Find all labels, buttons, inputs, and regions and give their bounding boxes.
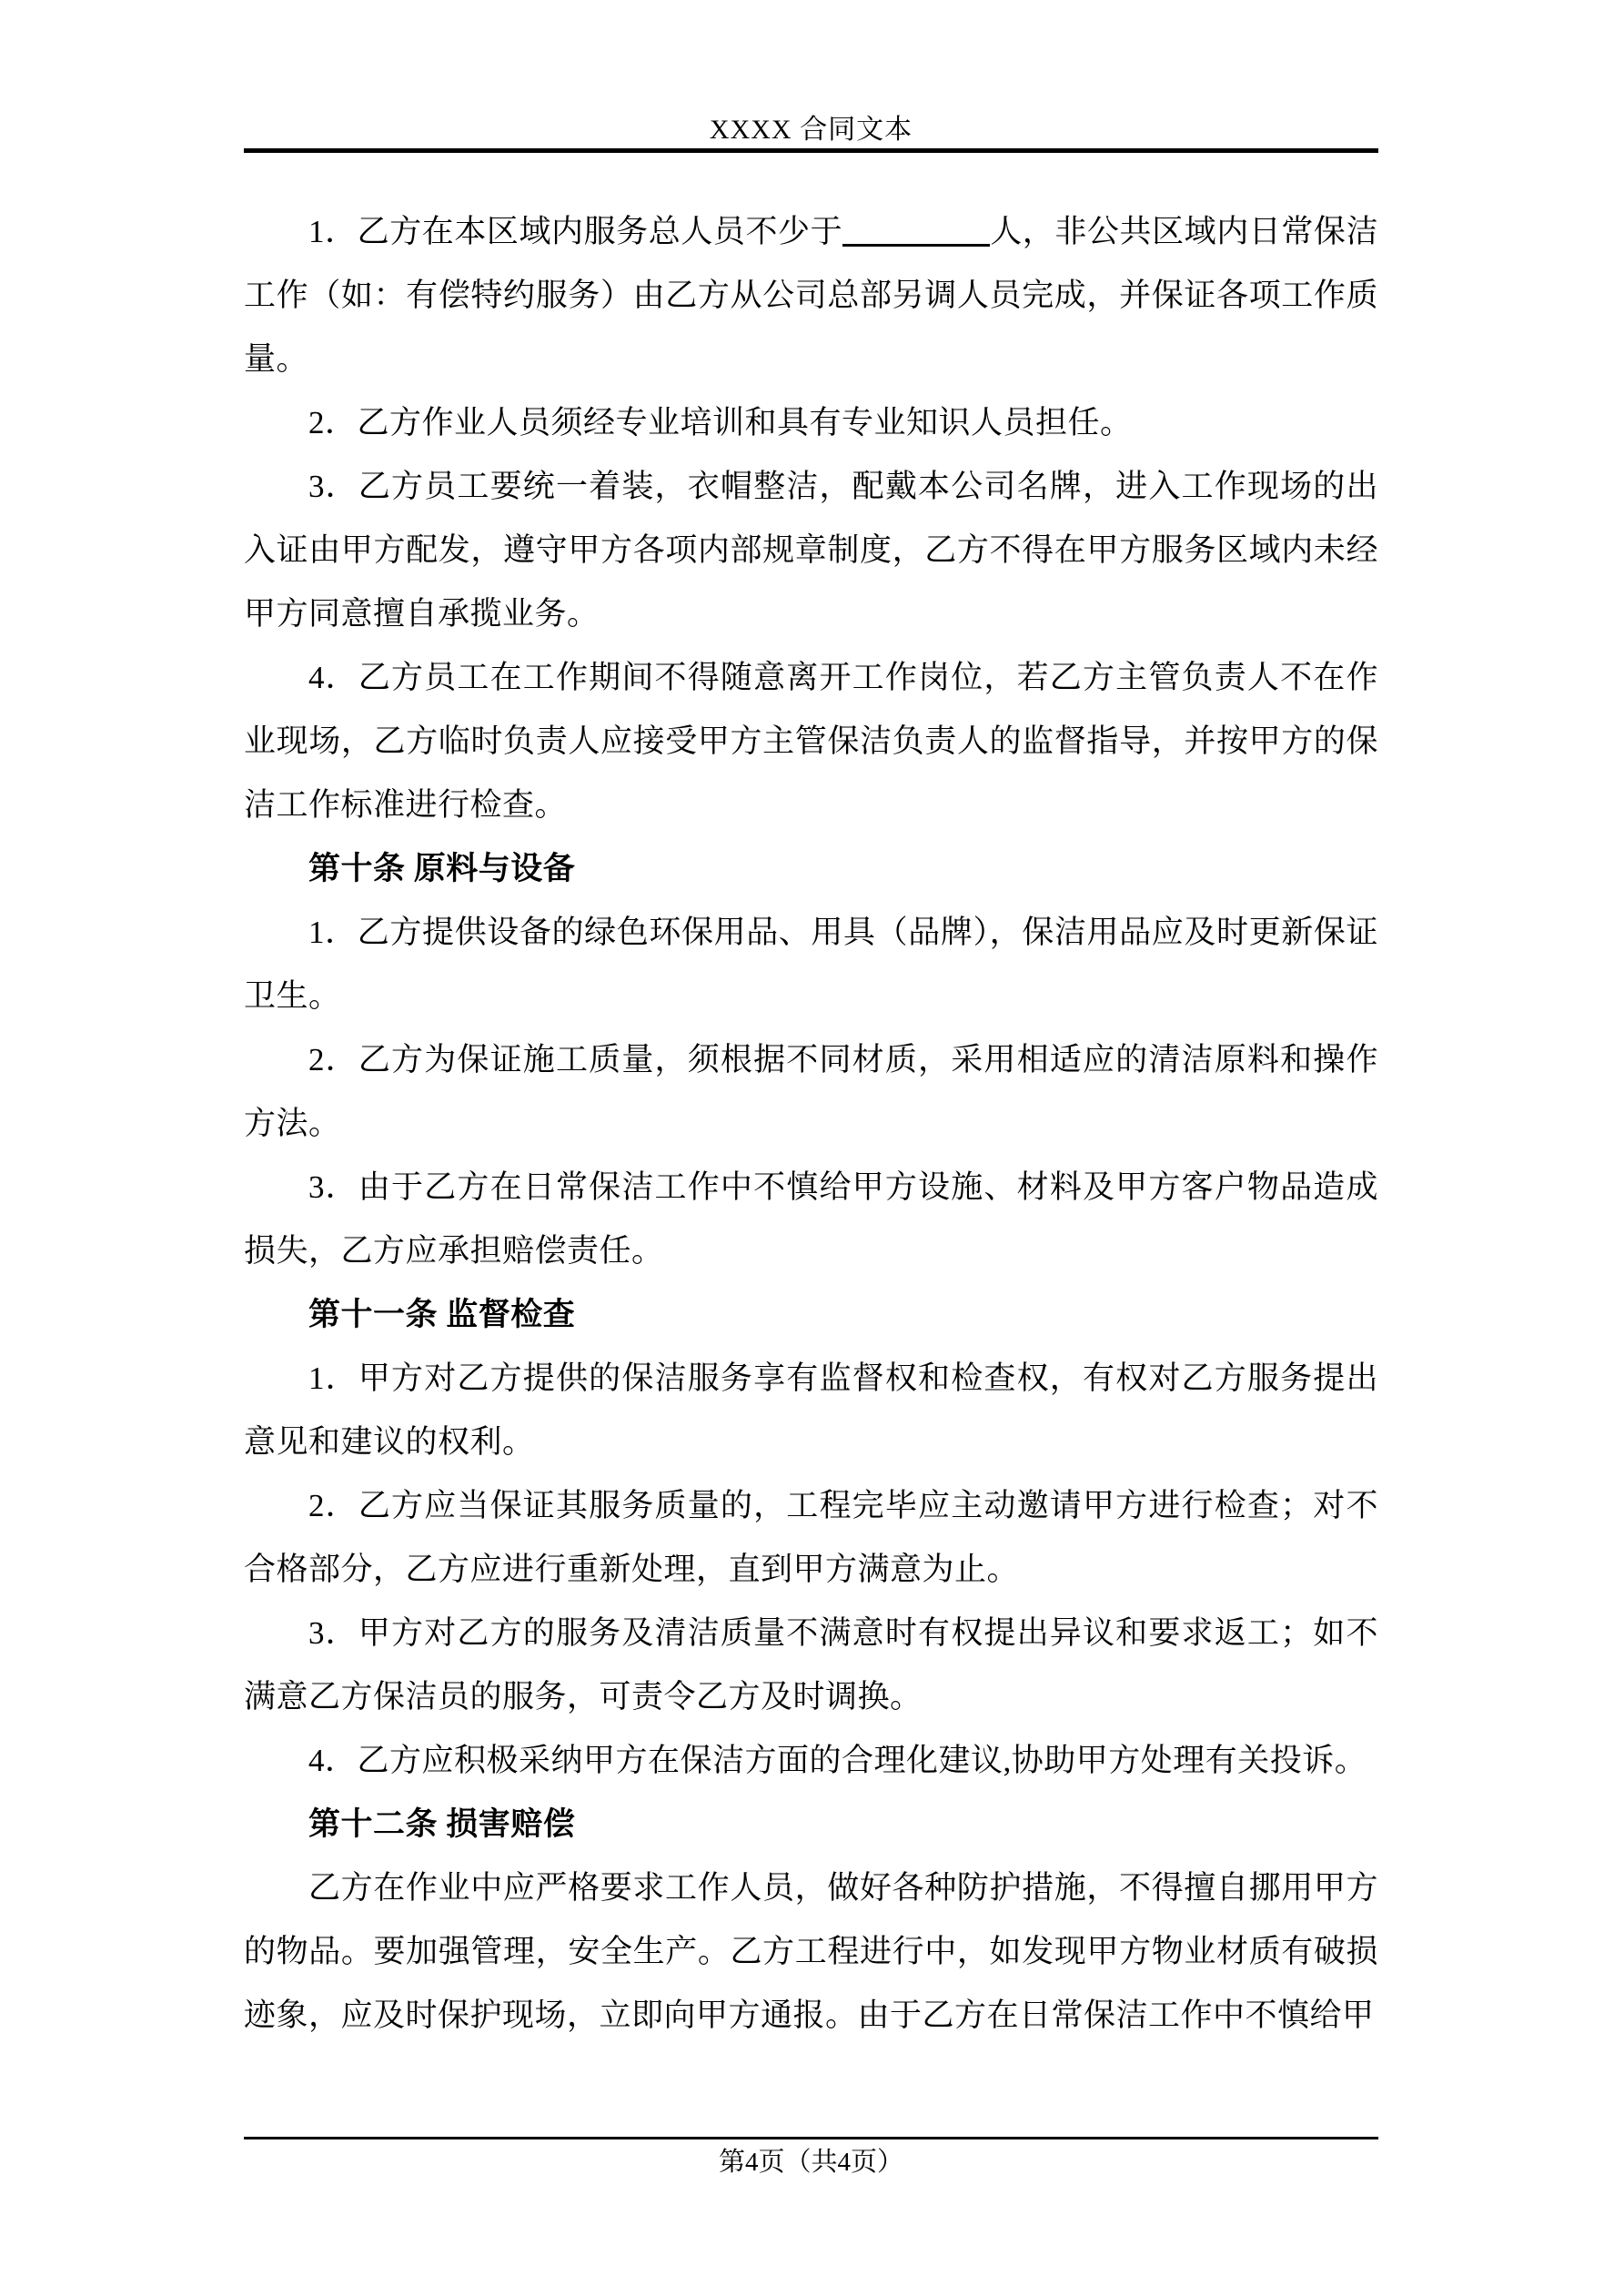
clause12-heading: 第十二条 损害赔偿 (308, 1806, 576, 1842)
clause10-item-2: 2．乙方为保证施工质量，须根据不同材质，采用相适应的清洁原料和操作方法。 (244, 1042, 1378, 1141)
clause11-heading: 第十一条 监督检查 (308, 1297, 576, 1332)
clause11-item-4: 4．乙方应积极采纳甲方在保洁方面的合理化建议,协助甲方处理有关投诉。 (308, 1743, 1367, 1778)
clause9-item-3: 3．乙方员工要统一着装，衣帽整洁，配戴本公司名牌，进入工作现场的出入证由甲方配发，遵守甲方各项内部规章制度，乙方不得在甲方服务区域内未经甲方同意擅自承揽业务。 (244, 469, 1378, 632)
clause9-item-1-before-blank: 1．乙方在本区域内服务总人员不少于 (308, 214, 843, 249)
clause9-item-1-after-blank: 人，非公共区域内日常保洁工作（如：有偿特约服务）由乙方从公司总部另调人员完成，并保证各项工作质量。 (244, 214, 1378, 377)
footer-rule (244, 2137, 1378, 2139)
clause11-item-1: 1．甲方对乙方提供的保洁服务享有监督权和检查权，有权对乙方服务提出意见和建议的权利。 (244, 1360, 1378, 1460)
header-rule (244, 148, 1378, 153)
page-header-title: XXXX 合同文本 (709, 115, 913, 145)
clause9-item-2: 2．乙方作业人员须经专业培训和具有专业知识人员担任。 (308, 405, 1133, 440)
fill-in-blank-line (842, 244, 990, 247)
clause10-item-3: 3．由于乙方在日常保洁工作中不慎给甲方设施、材料及甲方客户物品造成损失，乙方应承担赔偿责任。 (244, 1169, 1378, 1269)
clause9-item-4: 4．乙方员工在工作期间不得随意离开工作岗位，若乙方主管负责人不在作业现场，乙方临时负责人应接受甲方主管保洁负责人的监督指导，并按甲方的保洁工作标准进行检查。 (244, 660, 1378, 823)
clause12-paragraph: 乙方在作业中应严格要求工作人员，做好各种防护措施，不得擅自挪用甲方的物品。要加强管理，安全生产。乙方工程进行中，如发现甲方物业材质有破损迹象，应及时保护现场，立即向甲方通报。由于乙方在日常保洁工作中不慎给甲 (244, 1870, 1378, 2033)
clause10-heading: 第十条 原料与设备 (308, 851, 576, 886)
clause11-item-2: 2．乙方应当保证其服务质量的，工程完毕应主动邀请甲方进行检查；对不合格部分，乙方应进行重新处理，直到甲方满意为止。 (244, 1488, 1378, 1587)
document-body (244, 200, 1378, 2048)
clause10-item-1: 1．乙方提供设备的绿色环保用品、用具（品牌），保洁用品应及时更新保证卫生。 (244, 915, 1378, 1014)
page-number-label: 第4页（共4页） (718, 2148, 903, 2177)
clause9-item-1 (244, 200, 1378, 391)
clause11-item-3: 3．甲方对乙方的服务及清洁质量不满意时有权提出异议和要求返工；如不满意乙方保洁员的服务，可责令乙方及时调换。 (244, 1615, 1378, 1714)
